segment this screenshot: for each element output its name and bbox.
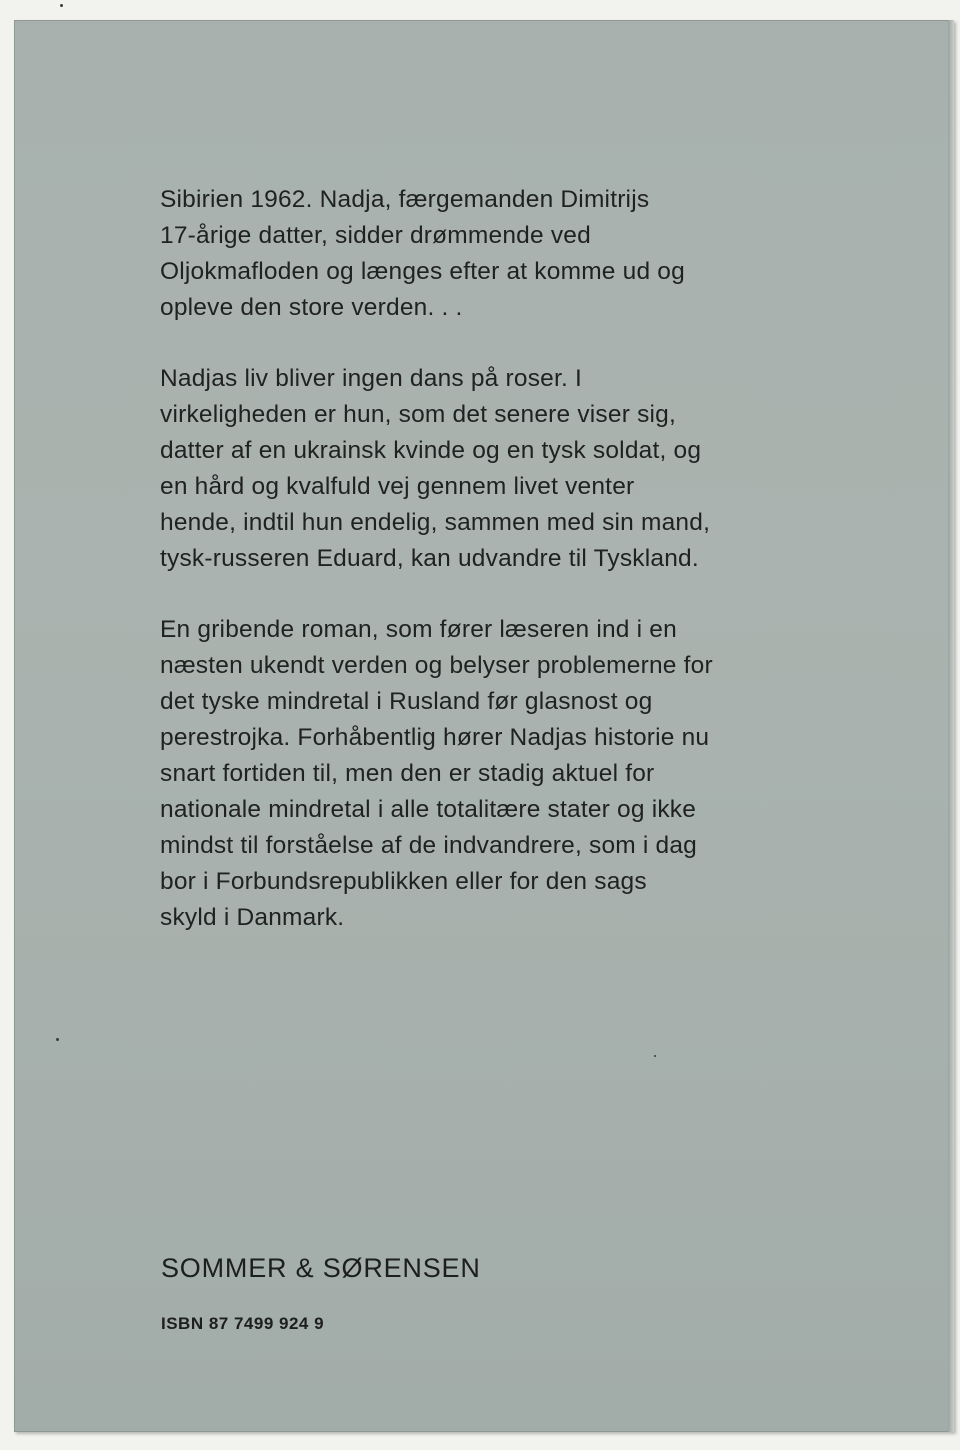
isbn-number: ISBN 87 7499 924 9 bbox=[161, 1314, 325, 1333]
dust-speck bbox=[56, 1038, 59, 1041]
cover-edge bbox=[948, 20, 954, 1432]
publisher-name: SOMMER & SØRENSEN bbox=[161, 1253, 481, 1283]
blurb-paragraph-1: Sibirien 1962. Nadja, færgemanden Dimitrijs 17-årige datter, sidder drømmende ved Oljokmafloden og længes efter at komme ud og opleve den store verden. . . bbox=[160, 186, 685, 321]
dust-speck bbox=[60, 4, 63, 7]
book-back-cover bbox=[14, 20, 954, 1432]
blurb-paragraph-2: Nadjas liv bliver ingen dans på roser. I virkeligheden er hun, som det senere viser sig, datter af en ukrainsk kvinde og en tysk soldat, og en hård og kvalfuld vej gennem livet venter hende, indtil hun endelig, sammen med sin mand, tysk-russeren Eduard, kan udvandre til Tyskland. bbox=[160, 365, 711, 572]
blurb-text bbox=[160, 182, 820, 971]
blurb-paragraph-3: En gribende roman, som fører læseren ind i en næsten ukendt verden og belyser problemerne for det tyske mindretal i Rusland før glasnost og perestrojka. Forhåbentlig hører Nadjas historie nu snart fortiden til, men den er stadig aktuel for nationale mindretal i alle totalitære stater og ikke mindst til forståelse af de indvandrere, som i dag bor i Forbundsrepublikken eller for den sags skyld i Danmark. bbox=[160, 616, 713, 931]
dust-speck bbox=[654, 1055, 656, 1057]
